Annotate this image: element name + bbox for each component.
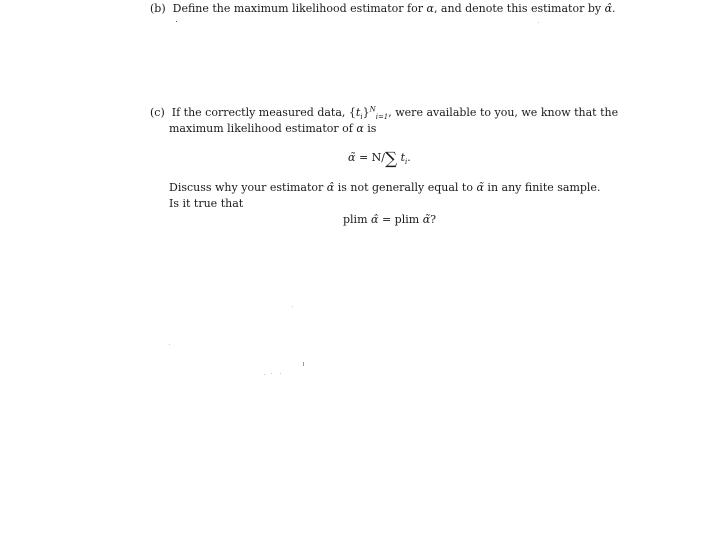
plim-question-mark: ?	[430, 213, 437, 226]
equation-period: .	[407, 151, 411, 164]
part-b-text-1: Define the maximum likelihood estimator for	[172, 2, 423, 15]
sigma-symbol: ∑	[384, 149, 398, 169]
plim-equation	[343, 213, 436, 226]
t-subscript: i	[360, 113, 363, 122]
scan-speck	[292, 306, 293, 307]
plim-alpha-hat: α̂	[371, 213, 379, 226]
upper-limit: N	[369, 105, 376, 114]
scan-speck	[176, 21, 177, 22]
plim-label-1: plim	[343, 213, 368, 226]
scan-speck	[271, 373, 272, 374]
part-c-line2-text-2: is	[367, 122, 377, 135]
part-c-brace: }	[362, 106, 370, 119]
scan-speck	[538, 22, 539, 23]
alpha-tilde-symbol: α̃	[348, 151, 356, 164]
alpha-symbol: α	[426, 2, 434, 15]
plim-alpha-tilde: α̃	[422, 213, 431, 226]
discuss-text-1: Discuss why your estimator	[169, 181, 324, 194]
part-c-text-1: If the correctly measured data, {	[171, 106, 356, 119]
equation-t-sub: i	[405, 158, 408, 167]
discuss-text-2: is not generally equal to	[337, 181, 473, 194]
true-question-line	[169, 197, 243, 211]
plim-equals: = plim	[381, 213, 420, 226]
scan-speck	[264, 374, 265, 375]
lower-limit: i=1	[375, 113, 389, 122]
part-b-label: (b)	[150, 2, 166, 15]
part-c-label: (c)	[150, 106, 165, 119]
alpha-tilde-symbol-2: α̃	[476, 181, 484, 194]
alpha-hat-symbol: α̂	[604, 2, 613, 15]
part-c-line-2	[169, 122, 376, 136]
part-b-text-3: .	[612, 2, 616, 15]
alpha-hat-symbol-2: α̂	[326, 181, 335, 194]
part-b-text-2: , and denote this estimator by	[433, 2, 602, 15]
part-b-question	[150, 2, 616, 16]
discuss-text-3: in any finite sample.	[487, 181, 601, 194]
equation-t: t	[400, 151, 406, 164]
true-question-text: Is it true that	[169, 197, 244, 210]
part-c-line2-text-1: maximum likelihood estimator of	[169, 122, 353, 135]
scan-speck	[169, 344, 170, 345]
part-c-line-1	[150, 106, 618, 120]
mle-equation	[348, 149, 411, 169]
alpha-symbol-2: α	[356, 122, 364, 135]
equation-equals: = N/	[358, 151, 385, 164]
scan-speck	[280, 373, 281, 374]
t-symbol: t	[355, 106, 361, 119]
discuss-line	[169, 181, 600, 195]
scan-speck	[303, 362, 304, 366]
part-c-text-2: , were available to you, we know that the	[388, 106, 619, 119]
